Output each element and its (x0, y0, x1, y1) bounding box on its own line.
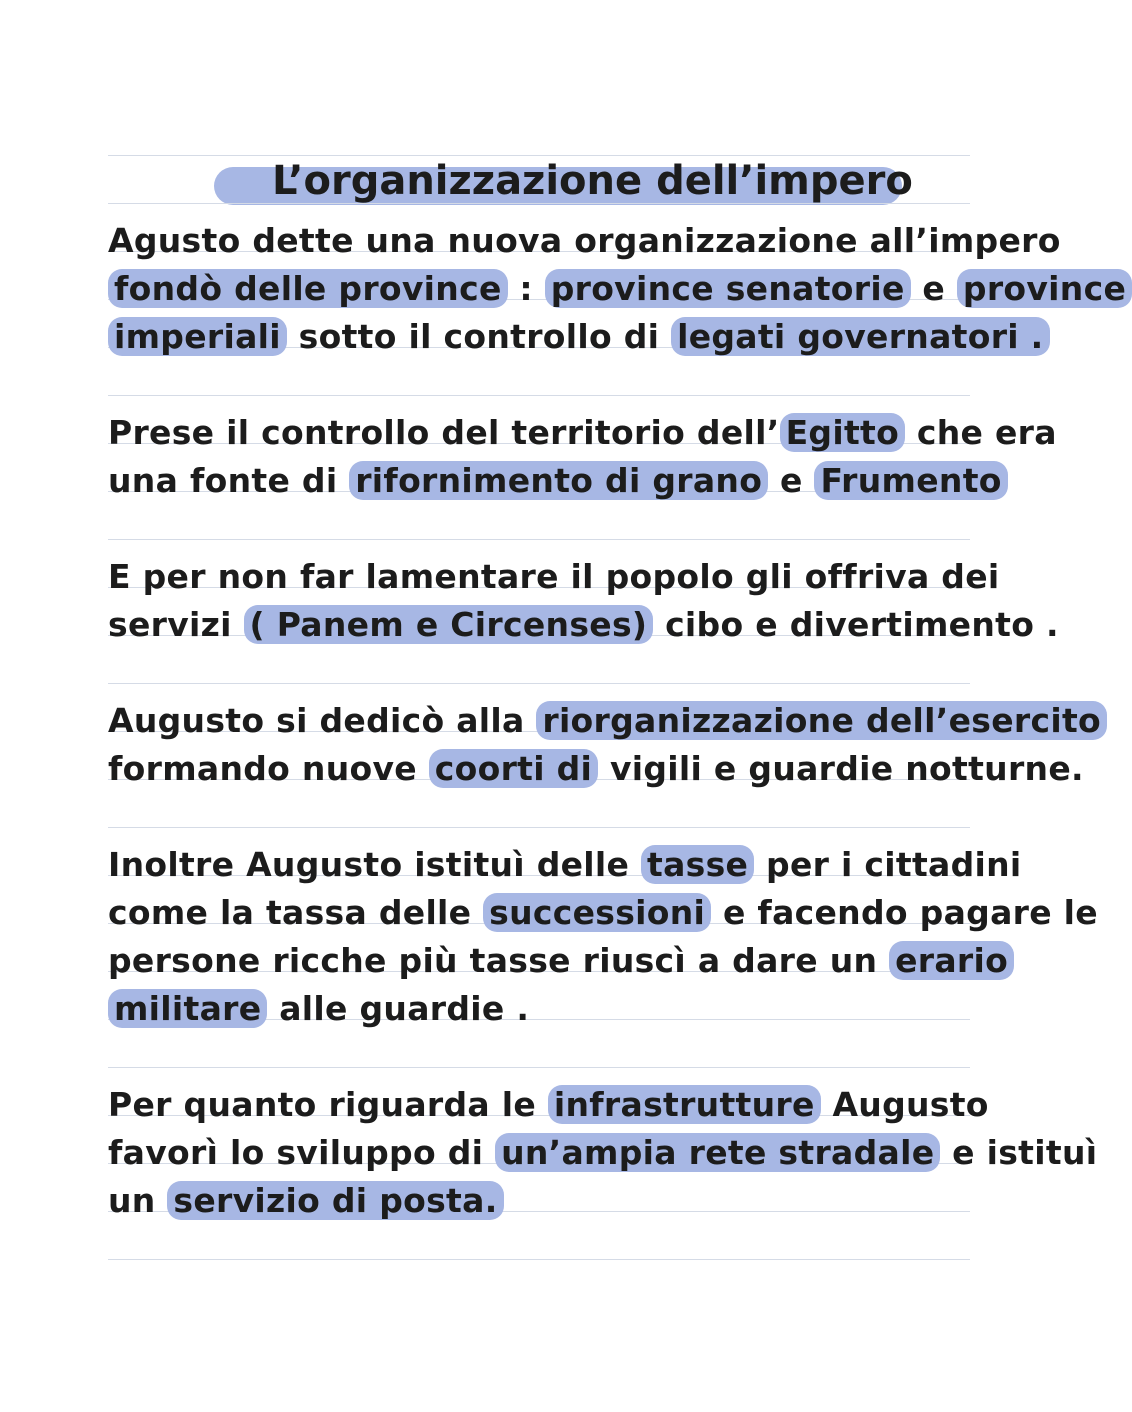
text-segment: Prese il controllo del territorio dell’ (108, 413, 780, 452)
highlighted-term: province senatorie (545, 269, 911, 308)
highlighted-term: un’ampia rete stradale (495, 1133, 940, 1172)
text-segment: come la tassa delle (108, 893, 484, 932)
text-segment: Inoltre Augusto istituì delle (108, 845, 642, 884)
text-line (108, 313, 1044, 361)
text-segment: formando nuove (108, 749, 429, 788)
highlighted-term: coorti di (429, 749, 598, 788)
text-segment: favorì lo sviluppo di (108, 1133, 496, 1172)
page-title-text: L’organizzazione dell’impero (272, 158, 913, 204)
ruled-line (108, 683, 970, 684)
text-line (108, 1129, 1098, 1177)
text-line (108, 697, 1101, 745)
text-line (108, 217, 1061, 265)
ruled-line (108, 827, 970, 828)
text-segment: alle guardie . (267, 989, 530, 1028)
text-line (108, 457, 1002, 505)
text-segment: che era (905, 413, 1057, 452)
text-segment: e facendo pagare le (711, 893, 1098, 932)
page-title (210, 155, 913, 207)
highlighted-term: imperiali (108, 317, 287, 356)
text-segment: Per quanto riguarda le (108, 1085, 548, 1124)
text-segment: vigili e guardie notturne. (598, 749, 1084, 788)
text-line (108, 985, 978, 1033)
text-segment: persone ricche più tasse riuscì a dare un (108, 941, 890, 980)
text-line (108, 409, 1057, 457)
ruled-line (108, 539, 970, 540)
highlighted-term: legati governatori . (671, 317, 1049, 356)
text-segment: E per non far lamentare il popolo gli offriva dei (108, 557, 1000, 596)
highlighted-term: militare (108, 989, 267, 1028)
text-line (108, 265, 1127, 313)
highlighted-term: Frumento (814, 461, 1007, 500)
text-line (108, 841, 1022, 889)
highlighted-term: servizio di posta. (167, 1181, 503, 1220)
highlighted-term: fondò delle province (108, 269, 508, 308)
ruled-line (108, 1067, 970, 1068)
highlighted-term: ( Panem e Circenses) (244, 605, 654, 644)
highlighted-term: rifornimento di grano (349, 461, 768, 500)
text-line (108, 937, 1009, 985)
text-segment: e istituì (940, 1133, 1098, 1172)
text-segment: per i cittadini (754, 845, 1022, 884)
text-line (108, 601, 1059, 649)
text-segment: sotto il controllo di (286, 317, 672, 356)
text-segment: Augusto si dedicò alla (108, 701, 537, 740)
text-line (108, 1081, 989, 1129)
text-line (108, 553, 1000, 601)
text-segment: : (507, 269, 545, 308)
highlighted-term: province (957, 269, 1132, 308)
highlighted-term: infrastrutture (548, 1085, 821, 1124)
ruled-line (108, 155, 970, 156)
text-segment: Agusto dette una nuova organizzazione all’impero (108, 221, 1061, 260)
text-segment: e (910, 269, 957, 308)
highlighted-term: successioni (483, 893, 711, 932)
text-segment: Augusto (820, 1085, 989, 1124)
text-line (108, 745, 1084, 793)
highlighted-term: Egitto (780, 413, 906, 452)
text-line (108, 889, 1098, 937)
text-line (108, 1177, 978, 1225)
text-segment: cibo e divertimento . (653, 605, 1059, 644)
ruled-line (108, 395, 970, 396)
text-segment: una fonte di (108, 461, 350, 500)
text-segment: e (768, 461, 815, 500)
highlighted-term: erario (889, 941, 1014, 980)
highlighted-term: riorganizzazione dell’esercito (536, 701, 1107, 740)
text-segment: servizi (108, 605, 244, 644)
highlighted-term: tasse (641, 845, 754, 884)
ruled-line (108, 1259, 970, 1260)
text-segment: un (108, 1181, 168, 1220)
ruled-line (108, 203, 970, 204)
